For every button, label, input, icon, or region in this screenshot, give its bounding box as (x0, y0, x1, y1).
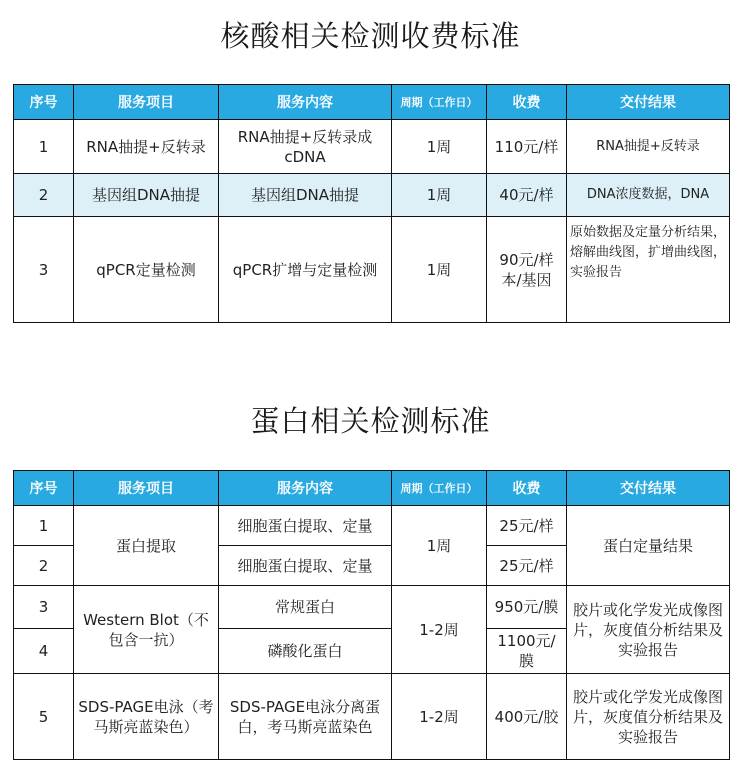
col-header-period: 周期（工作日） (392, 471, 487, 506)
cell-period: 1周 (392, 174, 487, 217)
cell-no: 1 (14, 120, 74, 174)
cell-fee: 90元/样本/基因 (487, 217, 567, 323)
cell-item: RNA抽提+反转录 (74, 120, 219, 174)
cell-fee: 110元/样 (487, 120, 567, 174)
table-row (14, 674, 730, 760)
cell-fee: 1100元/膜 (487, 629, 567, 674)
cell-period: 1周 (392, 506, 487, 586)
cell-content: 磷酸化蛋白 (219, 629, 392, 674)
cell-content: 细胞蛋白提取、定量 (219, 506, 392, 546)
cell-period: 1周 (392, 120, 487, 174)
protein-table (13, 470, 730, 760)
cell-no: 2 (14, 174, 74, 217)
col-header-item: 服务项目 (74, 471, 219, 506)
protein-header-row (14, 471, 730, 506)
col-header-result: 交付结果 (567, 85, 730, 120)
cell-item: qPCR定量检测 (74, 217, 219, 323)
protein-title: 蛋白相关检测标准 (250, 404, 491, 438)
col-header-item: 服务项目 (74, 85, 219, 120)
cell-content: 常规蛋白 (219, 586, 392, 629)
cell-result: RNA抽提+反转录 (567, 120, 730, 174)
cell-fee: 25元/样 (487, 546, 567, 586)
col-header-no: 序号 (14, 85, 74, 120)
cell-result: 胶片或化学发光成像图片，灰度值分析结果及实验报告 (567, 586, 730, 674)
cell-result: 原始数据及定量分析结果，熔解曲线图，扩增曲线图，实验报告 (567, 217, 730, 323)
col-header-result: 交付结果 (567, 471, 730, 506)
nucleic-title: 核酸相关检测收费标准 (220, 19, 521, 53)
cell-no: 2 (14, 546, 74, 586)
cell-content: SDS-PAGE电泳分离蛋白，考马斯亮蓝染色 (219, 674, 392, 760)
table-row (14, 174, 730, 217)
col-header-period: 周期（工作日） (392, 85, 487, 120)
cell-result: 胶片或化学发光成像图片，灰度值分析结果及实验报告 (567, 674, 730, 760)
nucleic-header-row (14, 85, 730, 120)
cell-period: 1-2周 (392, 586, 487, 674)
cell-fee: 950元/膜 (487, 586, 567, 629)
cell-no: 1 (14, 506, 74, 546)
cell-fee: 40元/样 (487, 174, 567, 217)
cell-no: 5 (14, 674, 74, 760)
cell-content: RNA抽提+反转录成cDNA (219, 120, 392, 174)
col-header-content: 服务内容 (219, 471, 392, 506)
cell-period: 1-2周 (392, 674, 487, 760)
col-header-fee: 收费 (487, 471, 567, 506)
cell-result: DNA浓度数据，DNA (567, 174, 730, 217)
cell-content: qPCR扩增与定量检测 (219, 217, 392, 323)
cell-fee: 25元/样 (487, 506, 567, 546)
cell-fee: 400元/胶 (487, 674, 567, 760)
table-row (14, 506, 730, 546)
cell-result: 蛋白定量结果 (567, 506, 730, 586)
col-header-no: 序号 (14, 471, 74, 506)
cell-period: 1周 (392, 217, 487, 323)
cell-no: 3 (14, 217, 74, 323)
cell-no: 3 (14, 586, 74, 629)
cell-item: 基因组DNA抽提 (74, 174, 219, 217)
cell-content: 基因组DNA抽提 (219, 174, 392, 217)
table-row (14, 586, 730, 629)
nucleic-table (13, 84, 730, 323)
cell-item: SDS-PAGE电泳（考马斯亮蓝染色） (74, 674, 219, 760)
cell-item: 蛋白提取 (74, 506, 219, 586)
cell-item: Western Blot（不包含一抗） (74, 586, 219, 674)
col-header-content: 服务内容 (219, 85, 392, 120)
cell-content: 细胞蛋白提取、定量 (219, 546, 392, 586)
table-row (14, 120, 730, 174)
table-row (14, 217, 730, 323)
col-header-fee: 收费 (487, 85, 567, 120)
cell-no: 4 (14, 629, 74, 674)
